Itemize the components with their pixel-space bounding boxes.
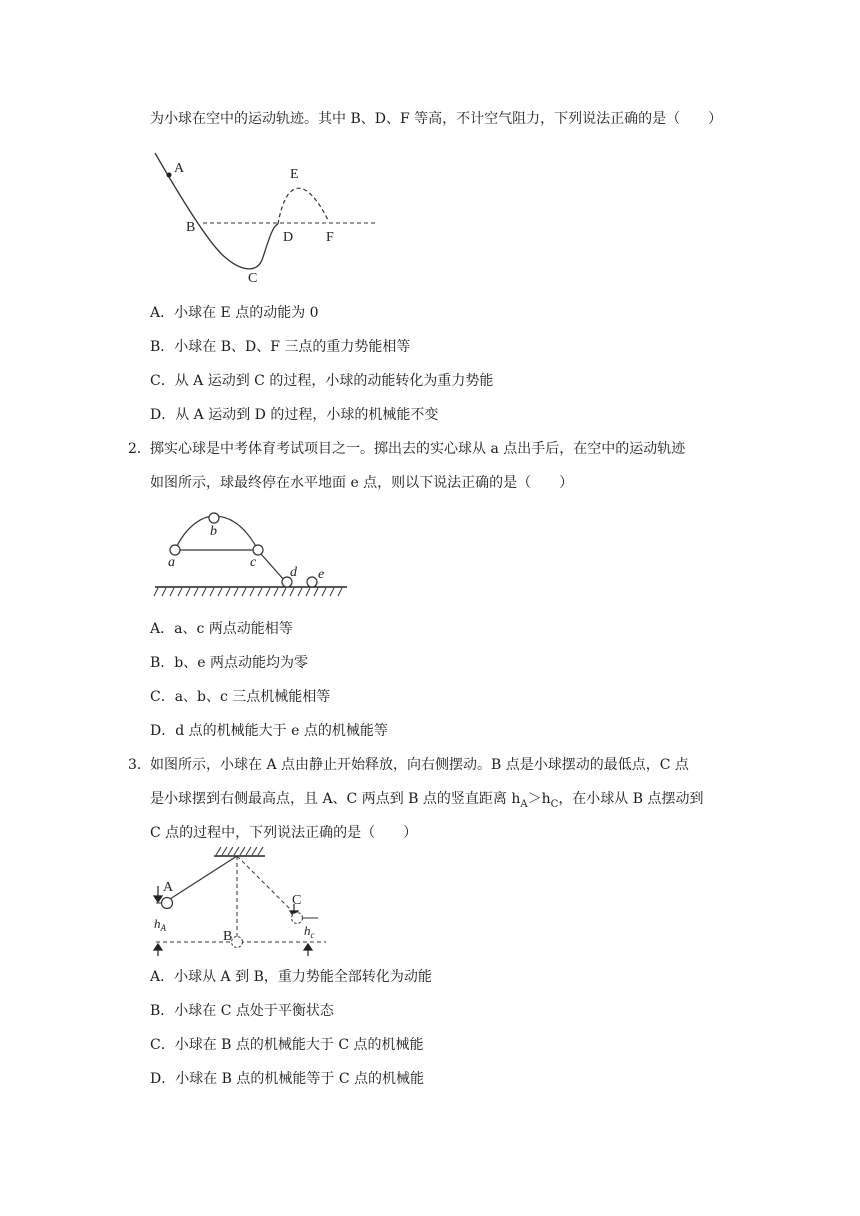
ball-e <box>307 577 317 587</box>
q1-option-c: C．从 A 运动到 C 的过程，小球的动能转化为重力势能 <box>150 373 494 389</box>
q1-stem-tail: 为小球在空中的运动轨迹。其中 B、D、F 等高，不计空气阻力，下列说法正确的是（ ） <box>150 111 723 127</box>
label-h-a: $h_A$ <box>154 916 166 933</box>
label-h-c: $h_c$ <box>304 923 315 940</box>
q3-number: 3． <box>128 757 151 773</box>
ball-b <box>232 937 243 948</box>
q3-stem-sub-c: C <box>550 798 559 810</box>
q1-trajectory-figure <box>148 148 388 288</box>
ceiling-hatch <box>216 847 263 855</box>
label-e: E <box>290 167 299 182</box>
ball-c <box>253 545 263 555</box>
label-a: A <box>163 880 174 895</box>
q3-stem-sub-a: A <box>520 798 528 810</box>
q3-stem-line2-part3: ，在小球从 B 点摆动到 <box>558 791 704 807</box>
q1-option-d: D．从 A 运动到 D 的过程，小球的机械能不变 <box>150 407 439 423</box>
label-e: e <box>318 567 325 582</box>
q2-shot-put-figure <box>152 510 352 600</box>
fall-line <box>261 554 284 580</box>
q2-option-c: C．a、b、c 三点机械能相等 <box>150 689 331 705</box>
label-f: F <box>326 230 334 245</box>
label-d: D <box>283 230 294 245</box>
label-c: c <box>250 555 257 570</box>
q1-option-b: B．小球在 B、D、F 三点的重力势能相等 <box>150 339 411 355</box>
q3-option-b: B．小球在 C 点处于平衡状态 <box>150 1003 334 1019</box>
q3-stem-line1: 如图所示，小球在 A 点由静止开始释放，向右侧摆动。B 点是小球摆动的最低点，C 点 <box>150 757 689 773</box>
string-to-a <box>170 856 237 899</box>
q3-option-c: C．小球在 B 点的机械能大于 C 点的机械能 <box>150 1037 424 1053</box>
label-d: d <box>290 565 297 580</box>
q3-option-a: A．小球从 A 到 B，重力势能全部转化为动能 <box>150 969 432 985</box>
label-b: B <box>186 220 196 235</box>
label-b: B <box>223 929 233 944</box>
ground-hatch <box>154 588 342 596</box>
point-a-dot <box>167 173 172 178</box>
q2-option-b: B．b、e 两点动能均为零 <box>150 655 308 671</box>
q3-stem-line2-part2: ＞h <box>527 791 551 807</box>
q1-option-a: A．小球在 E 点的动能为 0 <box>150 305 319 321</box>
ball-c <box>292 913 303 924</box>
q2-stem-line1: 掷实心球是中考体育考试项目之一。掷出去的实心球从 a 点出手后，在空中的运动轨迹 <box>150 441 686 457</box>
q3-stem-line3: C 点的过程中，下列说法正确的是（ ） <box>150 825 418 841</box>
label-a: A <box>174 161 185 176</box>
q3-stem-line2-part1: 是小球摆到右侧最高点，且 A、C 两点到 B 点的竖直距离 h <box>150 791 521 807</box>
q2-stem-line2: 如图所示，球最终停在水平地面 e 点，则以下说法正确的是（ ） <box>150 475 574 491</box>
label-a: a <box>168 555 175 570</box>
ball-a <box>162 898 173 909</box>
ball-a <box>170 545 180 555</box>
q3-option-d: D．小球在 B 点的机械能等于 C 点的机械能 <box>150 1071 425 1087</box>
label-c: C <box>248 271 258 286</box>
q3-pendulum-figure <box>148 842 338 957</box>
ball-b <box>209 513 219 523</box>
label-b: b <box>210 524 217 539</box>
string-to-c <box>237 856 295 914</box>
q3-stem-line2 <box>150 789 704 815</box>
q2-option-a: A．a、c 两点动能相等 <box>150 621 293 637</box>
q2-option-d: D．d 点的机械能大于 e 点的机械能等 <box>150 723 388 739</box>
label-c: C <box>292 893 302 908</box>
q2-number: 2． <box>128 441 151 457</box>
